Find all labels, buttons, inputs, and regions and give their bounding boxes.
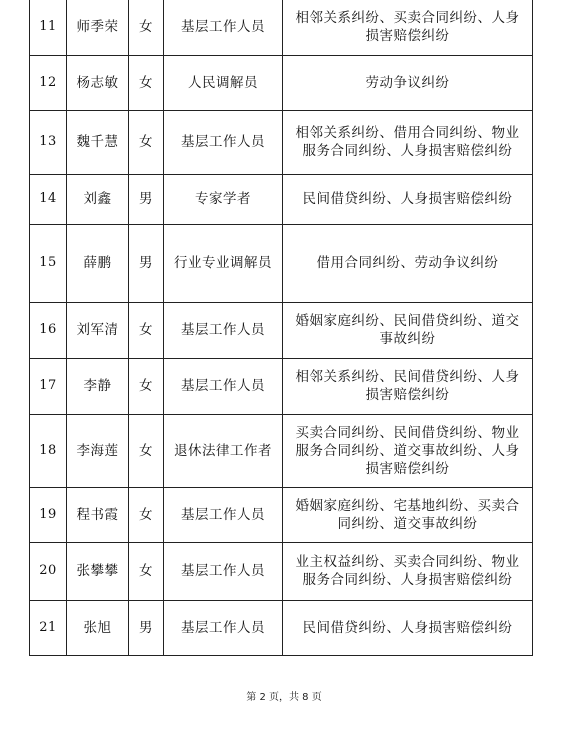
row-number: 16: [30, 302, 67, 358]
page-footer: 第 2 页，共 8 页: [246, 692, 322, 703]
mediator-role: 退休法律工作者: [164, 414, 283, 487]
table-row: [30, 0, 533, 55]
table-row: [30, 55, 533, 110]
mediator-gender: 女: [129, 110, 164, 174]
mediator-role: 基层工作人员: [164, 487, 283, 542]
dispute-types: 买卖合同纠纷、民间借贷纠纷、物业服务合同纠纷、道交事故纠纷、人身损害赔偿纠纷: [283, 414, 533, 487]
table-row: [30, 302, 533, 358]
mediator-name: 师季荣: [67, 0, 129, 55]
table-row: [30, 358, 533, 414]
mediator-role: 基层工作人员: [164, 110, 283, 174]
row-number: 19: [30, 487, 67, 542]
mediator-role: 基层工作人员: [164, 0, 283, 55]
row-number: 11: [30, 0, 67, 55]
table-row: [30, 542, 533, 600]
mediator-gender: 女: [129, 302, 164, 358]
mediator-gender: 男: [129, 174, 164, 224]
row-number: 21: [30, 600, 67, 655]
table-row: [30, 110, 533, 174]
row-number: 13: [30, 110, 67, 174]
mediator-role: 基层工作人员: [164, 600, 283, 655]
table-row: [30, 487, 533, 542]
dispute-types: 相邻关系纠纷、民间借贷纠纷、人身损害赔偿纠纷: [283, 358, 533, 414]
row-number: 20: [30, 542, 67, 600]
mediator-gender: 男: [129, 600, 164, 655]
table-row: [30, 174, 533, 224]
mediator-role: 专家学者: [164, 174, 283, 224]
table-row: [30, 600, 533, 655]
mediator-gender: 女: [129, 0, 164, 55]
dispute-types: 婚姻家庭纠纷、民间借贷纠纷、道交事故纠纷: [283, 302, 533, 358]
mediator-gender: 女: [129, 55, 164, 110]
mediator-name: 薛鹏: [67, 224, 129, 302]
row-number: 12: [30, 55, 67, 110]
dispute-types: 劳动争议纠纷: [283, 55, 533, 110]
mediator-gender: 女: [129, 542, 164, 600]
mediator-name: 魏千慧: [67, 110, 129, 174]
dispute-types: 业主权益纠纷、买卖合同纠纷、物业服务合同纠纷、人身损害赔偿纠纷: [283, 542, 533, 600]
mediator-role: 基层工作人员: [164, 302, 283, 358]
mediator-gender: 女: [129, 358, 164, 414]
mediator-role: 基层工作人员: [164, 542, 283, 600]
row-number: 15: [30, 224, 67, 302]
row-number: 18: [30, 414, 67, 487]
dispute-types: 民间借贷纠纷、人身损害赔偿纠纷: [283, 174, 533, 224]
mediator-gender: 男: [129, 224, 164, 302]
table-row: [30, 224, 533, 302]
dispute-types: 借用合同纠纷、劳动争议纠纷: [283, 224, 533, 302]
table-row: [30, 414, 533, 487]
mediator-name: 刘军清: [67, 302, 129, 358]
mediator-gender: 女: [129, 487, 164, 542]
dispute-types: 相邻关系纠纷、买卖合同纠纷、人身损害赔偿纠纷: [283, 0, 533, 55]
row-number: 14: [30, 174, 67, 224]
mediator-name: 杨志敏: [67, 55, 129, 110]
dispute-types: 相邻关系纠纷、借用合同纠纷、物业服务合同纠纷、人身损害赔偿纠纷: [283, 110, 533, 174]
mediator-name: 张旭: [67, 600, 129, 655]
dispute-types: 民间借贷纠纷、人身损害赔偿纠纷: [283, 600, 533, 655]
mediator-role: 人民调解员: [164, 55, 283, 110]
mediator-name: 程书霞: [67, 487, 129, 542]
mediator-role: 基层工作人员: [164, 358, 283, 414]
mediator-role: 行业专业调解员: [164, 224, 283, 302]
mediator-name: 刘鑫: [67, 174, 129, 224]
dispute-types: 婚姻家庭纠纷、宅基地纠纷、买卖合同纠纷、道交事故纠纷: [283, 487, 533, 542]
mediator-table: [29, 0, 533, 656]
mediator-name: 张攀攀: [67, 542, 129, 600]
mediator-name: 李海莲: [67, 414, 129, 487]
mediator-name: 李静: [67, 358, 129, 414]
row-number: 17: [30, 358, 67, 414]
mediator-gender: 女: [129, 414, 164, 487]
